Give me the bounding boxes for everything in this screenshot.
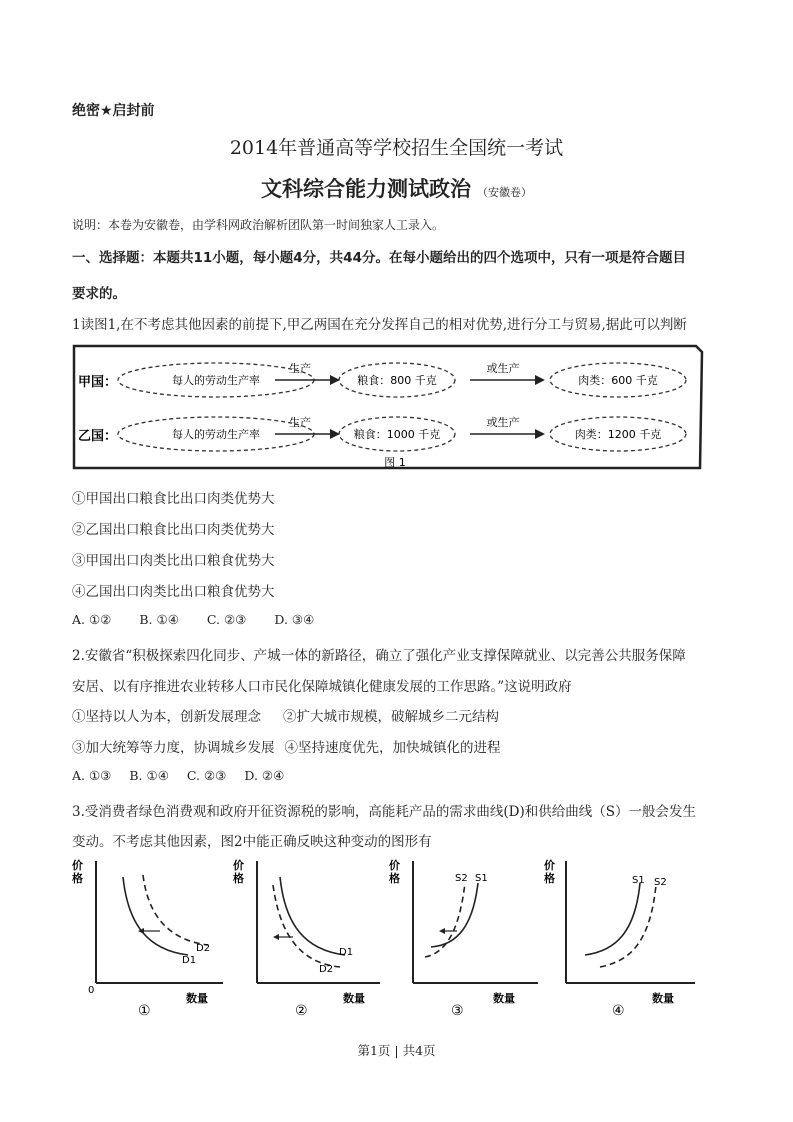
graph-4-xlabel: 数量 — [652, 992, 674, 1005]
graph-4-curve-s1 — [585, 883, 640, 955]
row-b-meat: 肉类：1200 千克 — [574, 428, 662, 441]
subtitle-text: 文科综合能力测试政治 — [261, 177, 471, 201]
q1-item-2: ②乙国出口粮食比出口肉类优势大 — [72, 522, 275, 538]
graph-2-curve-d1 — [280, 877, 345, 955]
graph-4-ylabel-top: 价 — [544, 859, 555, 872]
q2-stem-1: 2.安徽省“积极探索四化同步、产城一体的新路径，确立了强化产业支撑保障就业、以完善公共服务保障 — [72, 648, 686, 664]
graph-3-shift-arrow-head — [439, 928, 445, 934]
q2-items-row-2 — [72, 736, 501, 756]
page-footer: 第1页 | 共4页 — [357, 1043, 436, 1058]
graph-3 — [383, 855, 543, 1020]
row-a-arrow2-head — [535, 375, 545, 385]
q1-option-d: D. ③④ — [274, 612, 315, 627]
graph-2-number: ② — [295, 1003, 308, 1019]
graph-1-label-d2: D2 — [196, 943, 211, 954]
q1-options — [72, 612, 314, 627]
graph-3-number: ③ — [451, 1003, 464, 1019]
row-a-or-produce: 或生产 — [486, 362, 520, 375]
q2-item-4: ④坚持速度优先，加快城镇化的进程 — [284, 740, 501, 756]
graph-3-curve-s2 — [425, 883, 465, 957]
figure-1 — [70, 340, 730, 475]
graph-1-xlabel: 数量 — [186, 992, 208, 1005]
graph-1-ylabel-top: 价 — [72, 859, 83, 872]
graph-3-label-s2: S2 — [455, 873, 468, 884]
q1-item-3: ③甲国出口肉类比出口粮食优势大 — [72, 553, 275, 569]
q1-item-1: ①甲国出口粮食比出口肉类优势大 — [72, 491, 275, 507]
exam-subtitle — [0, 173, 793, 203]
row-b-or-produce: 或生产 — [486, 416, 520, 429]
graph-1-curve-d2 — [143, 875, 208, 945]
graph-2-label-d2: D2 — [319, 964, 334, 975]
graph-2-ylabel-bottom: 格 — [233, 872, 244, 885]
row-a-meat: 肉类：600 千克 — [578, 374, 658, 387]
q1-option-c: C. ②③ — [206, 612, 247, 627]
graph-3-ylabel-bottom: 格 — [389, 872, 400, 885]
graph-3-curve-s1 — [431, 883, 478, 947]
graph-2-xlabel: 数量 — [343, 992, 365, 1005]
graph-3-ylabel-top: 价 — [389, 859, 400, 872]
graph-1-origin: 0 — [88, 985, 95, 996]
graph-2-label-d1: D1 — [339, 947, 354, 958]
q2-item-3: ③加大统筹等力度，协调城乡发展 — [72, 740, 275, 756]
graph-4-number: ④ — [612, 1003, 625, 1019]
source-note: 说明：本卷为安徽卷，由学科网政治解析团队第一时间独家人工录入。 — [72, 218, 445, 232]
secret-label: 绝密★启封前 — [72, 103, 155, 119]
graph-4 — [540, 855, 700, 1020]
q2-option-c: C. ②③ — [186, 768, 227, 783]
section-heading: 一、选择题：本题共11小题，每小题4分，共44分。在每小题给出的四个选项中，只有一项是符合题目 — [72, 250, 686, 266]
graph-3-xlabel: 数量 — [493, 992, 515, 1005]
q1-option-b: B. ①④ — [139, 612, 179, 627]
graph-2-ylabel-top: 价 — [233, 859, 244, 872]
graph-3-label-s1: S1 — [475, 873, 488, 884]
row-b-arrow2-head — [535, 429, 545, 439]
q3-stem-2: 变动。不考虑其他因素，图2中能正确反映这种变动的图形有 — [72, 834, 432, 850]
figure-1-frame — [74, 346, 702, 468]
row-b-grain: 粮食：1000 千克 — [353, 428, 441, 441]
row-a-country: 甲国： — [78, 375, 118, 390]
q2-stem-2: 安居、以有序推进农业转移人口市民化保障城镇化健康发展的工作思路。”这说明政府 — [72, 679, 572, 695]
row-b-labor: 每人的劳动生产率 — [172, 428, 260, 441]
graph-4-label-s1: S1 — [632, 875, 645, 886]
q3-stem-1: 3.受消费者绿色消费观和政府开征资源税的影响，高能耗产品的需求曲线(D)和供给曲线（S）一般会发生 — [72, 804, 696, 820]
row-a-grain: 粮食：800 千克 — [357, 374, 437, 387]
graph-4-ylabel-bottom: 格 — [544, 872, 555, 885]
q1-item-4: ④乙国出口肉类比出口粮食优势大 — [72, 584, 275, 600]
row-b-produce: 生产 — [289, 416, 311, 429]
figure-1-caption: 图 1 — [384, 456, 406, 469]
graph-1-shift-arrow-head — [138, 928, 144, 934]
q2-option-a: A. ①③ — [72, 768, 112, 783]
q1-stem: 1读图1,在不考虑其他因素的前提下,甲乙两国在充分发挥自己的相对优势,进行分工与贸易,据此可以判断 — [72, 317, 687, 333]
row-a-produce: 生产 — [289, 362, 311, 375]
q1-option-a: A. ①② — [72, 612, 112, 627]
exam-title: 2014年普通高等学校招生全国统一考试 — [229, 137, 564, 159]
graph-1-ylabel-bottom: 格 — [72, 872, 83, 885]
q2-items-row-1 — [72, 705, 499, 725]
graph-1-label-d1: D1 — [182, 955, 197, 966]
q2-item-1: ①坚持以人为本，创新发展理念 — [72, 709, 261, 725]
q2-option-b: B. ①④ — [129, 768, 169, 783]
graph-1 — [68, 855, 228, 1020]
graph-1-number: ① — [138, 1003, 151, 1019]
q2-options — [72, 768, 284, 783]
edition-label: （安徽卷） — [477, 186, 532, 199]
q2-option-d: D. ②④ — [244, 768, 285, 783]
row-b-country: 乙国： — [78, 429, 118, 444]
graph-4-label-s2: S2 — [654, 877, 667, 888]
graph-1-curve-d1 — [123, 877, 188, 955]
graph-2 — [225, 855, 385, 1020]
section-heading-cont: 要求的。 — [72, 286, 126, 302]
q2-item-2: ②扩大城市规模，破解城乡二元结构 — [283, 709, 499, 725]
graph-2-shift-arrow-head — [273, 934, 279, 940]
row-a-labor: 每人的劳动生产率 — [172, 374, 260, 387]
